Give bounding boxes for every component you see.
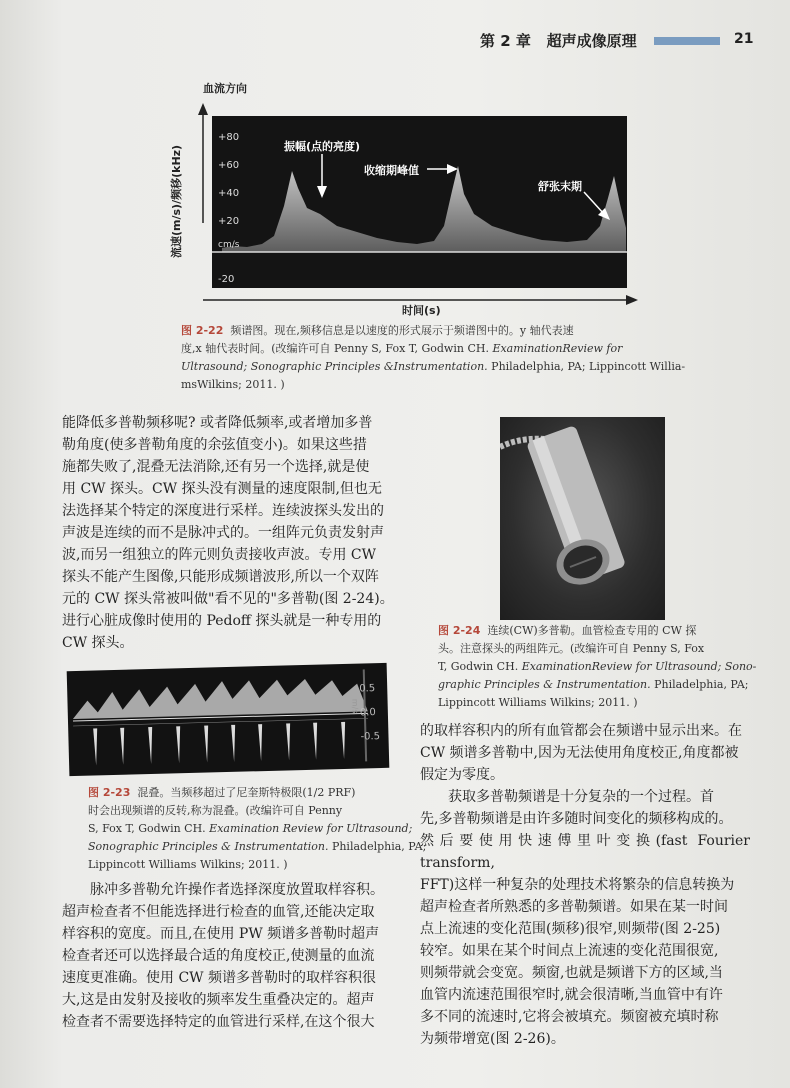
systolic-peak-annotation: 收缩期峰值 — [364, 164, 419, 177]
right-paragraph-2: 获取多普勒频谱是十分复杂的一个过程。首 先,多普勒频谱是由许多随时间变化的频移构成的。 然后要使用快速傅里叶变换(fast Fourier transform, FFT)这样一种复杂的处理技术将繁杂的信息转换为 超声检查者所熟悉的多普勒频谱。如果在某一时间 点上流速的变化范围(频移)很窄,则频带(图 2-25) 较窄。如果在某个时间点上流速的变化范围很宽, 则频带就会变宽。频窗,也就是频谱下方的区域,当 血管内流速范围很窄时,就会很清晰,当血管中有许 多不同的流速时,它将会被填充。频窗被充填时称 为频带增宽(图 2-26)。 — [420, 789, 750, 1047]
unit-label: m/s — [350, 698, 360, 714]
tick-label: +20 — [218, 216, 240, 227]
arrow-down-icon — [317, 186, 327, 198]
chapter-number: 第 2 章 — [480, 32, 531, 50]
fig24-caption: 图 2-24 连续(CW)多普勒。血管检查专用的 CW 探 头。注意探头的两组阵元。(改编许可自 Penny S, Fox T, Godwin CH. ExaminationReview for Ultrasound; Sono- graphic Principles & Instrumentation. Philadelphia, PA; Lippincott Williams Wilkins; 2011. ) — [438, 624, 757, 709]
fig22-x-axis-label: 时间(s) — [402, 304, 441, 317]
tick-label: -0.5 — [360, 731, 381, 743]
arrow-up-icon — [198, 103, 208, 115]
header-color-bar — [654, 37, 720, 45]
tick-label: 0.0 — [359, 707, 376, 719]
tick-label: +40 — [218, 188, 240, 199]
fig23-caption: 图 2-23 混叠。当频移超过了尼奎斯特极限(1/2 PRF) 时会出现频谱的反转,称为混叠。(改编许可自 Penny S, Fox T, Godwin CH. Examination Review for Ultrasound; Sonographic Principles & Instrumentation. Philadelphia, PA; Lippincott Williams Wilkins; 2011. ) — [88, 786, 427, 871]
left-paragraph-2: 脉冲多普勒允许操作者选择深度放置取样容积。 超声检查者不但能选择进行检查的血管,还能决定取 样容积的宽度。而且,在使用 PW 频谱多普勒时超声 检查者还可以选择最合适的角度校正,使测量的血流 速度更准确。使用 CW 频谱多普勒时的取样容积很 大,这是由发射及接收的频率发生重叠决定的。超声 检查者不需要选择特定的血管进行采样,在这个很大 — [62, 882, 384, 1030]
fig22-number: 图 2-22 — [181, 324, 224, 337]
left-paragraph-1: 能降低多普勒频移呢? 或者降低频率,或者增加多普 勒角度(使多普勒角度的余弦值变小)。如果这些措 施都失败了,混叠无法消除,还有另一个选择,就是使 用 CW 探头。CW 探头没有测量的速度限制,但也无 法选择某个特定的深度进行采样。连续波探头发出的 声波是连续的而不是脉冲式的。一组阵元负责发射声 波,而另一组独立的阵元则负责接收声波。专用 CW 探头不能产生图像,只能形成频谱波形,所以一个双阵 元的 CW 探头常被叫做"看不见的"多普勒(图 2-24)。 进行心脏成像时使用的 Pedoff 探头就是一种专用的 CW 探头。 — [62, 415, 394, 651]
end-diastole-annotation: 舒张末期 — [538, 180, 582, 193]
arrow-right-icon — [626, 295, 638, 305]
flow-direction-label: 血流方向 — [203, 82, 247, 95]
tick-unit-label: cm/s — [218, 240, 240, 250]
aliasing-spectrum — [67, 663, 390, 776]
tick-label: -20 — [218, 274, 235, 285]
tick-label: +60 — [218, 160, 240, 171]
tick-label: +80 — [218, 132, 240, 143]
chapter-header — [480, 30, 637, 51]
spectral-display — [212, 116, 627, 288]
fig24-number: 图 2-24 — [438, 624, 481, 637]
spectral-waveform — [212, 116, 627, 288]
fig22-caption: 图 2-22 频谱图。现在,频移信息是以速度的形式展示于频谱图中的。y 轴代表速 度,x 轴代表时间。(改编许可自 Penny S, Fox T, Godwin CH. ExaminationReview for Ultrasound; Sonographic Principles &Instrumentation. Philadelphia, PA; Lippincott Willia- msWilkins; 2011. ) — [181, 324, 686, 391]
aliasing-waveform — [67, 663, 390, 776]
amplitude-annotation: 振幅(点的亮度) — [284, 140, 361, 153]
right-paragraph-1: 的取样容积内的所有血管都会在频谱中显示出来。在 CW 频谱多普勒中,因为无法使用角度校正,角度都被 假定为零度。 — [420, 723, 742, 783]
fig23-number: 图 2-23 — [88, 786, 131, 799]
fig22-y-axis-label: 流速(m/s)/频移(kHz) — [170, 144, 183, 258]
probe-image — [500, 417, 665, 620]
page-number: 21 — [734, 31, 754, 47]
cw-probe-photo — [500, 417, 665, 620]
arrow-right-icon — [447, 164, 458, 174]
tick-label: 0.5 — [359, 683, 376, 695]
chapter-title: 超声成像原理 — [546, 32, 637, 50]
